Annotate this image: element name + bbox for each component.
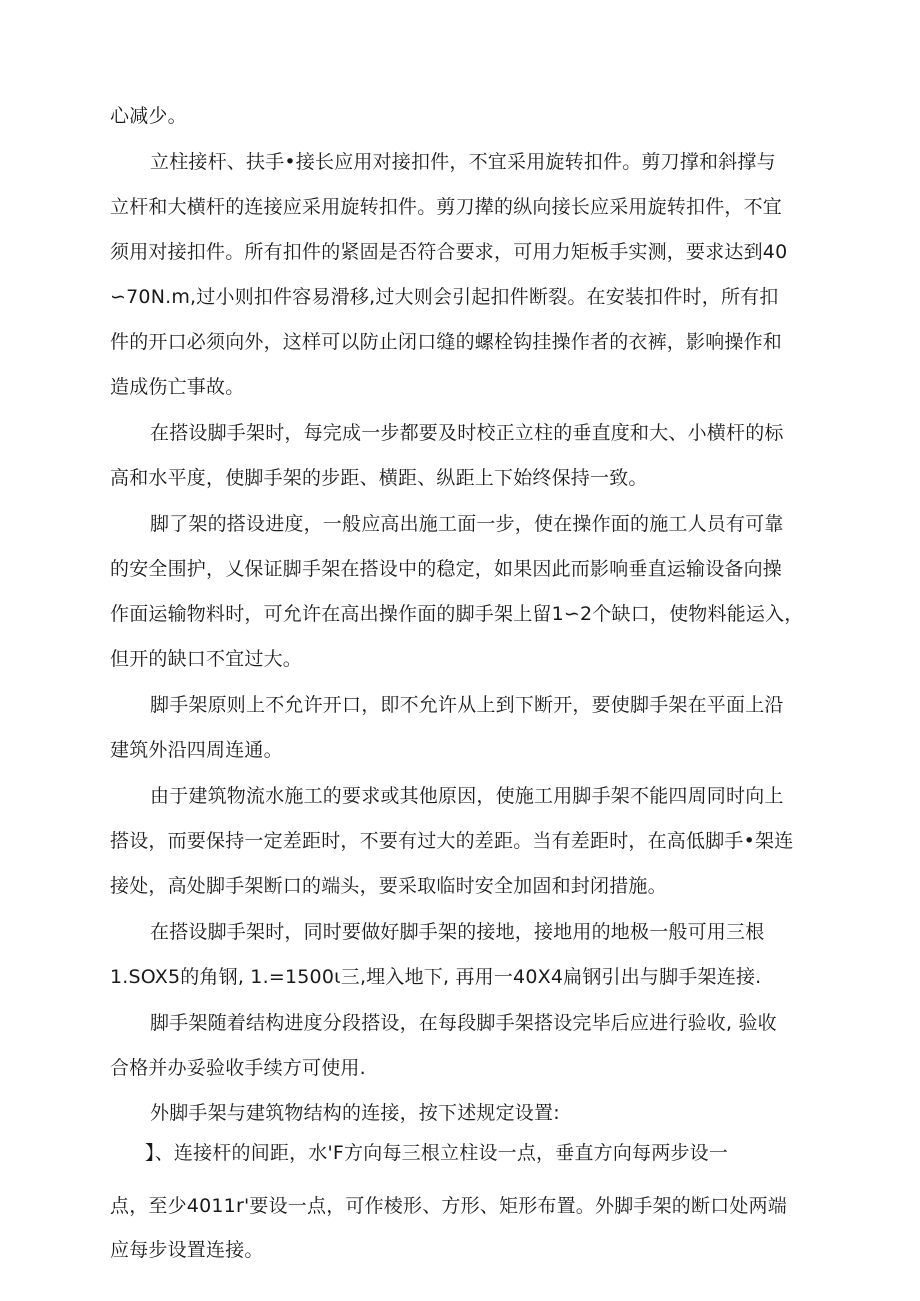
paragraph-line: 由于建筑物流水施工的要求或其他原因，使施工用脚手架不能四周同时向上 [150, 785, 784, 807]
text-line: 的安全围护，乂保证脚手架在搭设中的稳定，如果因此而影响垂直运输设备向操 [110, 558, 783, 580]
list-item-line: 】、连接杆的间距，水'F方向每三根立柱设一点，垂直方向每两步设一 [145, 1142, 729, 1164]
paragraph-line: 立柱接杆、扶手•接长应用对接扣件，不宜采用旋转扣件。剪刀撑和斜撑与 [150, 151, 776, 173]
paragraph-line: 在搭设脚手架时，同时要做好脚手架的接地，接地用的地极一般可用三根 [150, 921, 765, 943]
paragraph-line: 在搭设脚手架时，每完成一步都要及时校正立柱的垂直度和大、小横杆的标 [150, 422, 784, 444]
text-line: 点，至少4011r'要设一点，可作棱形、方形、矩形布置。外脚手架的断口处两端 [110, 1195, 787, 1217]
text-line: 造成伤亡事故。 [110, 376, 245, 398]
text-line: 须用对接扣件。所有扣件的紧固是否符合要求，可用力矩板手实测，要求达到40 [110, 241, 788, 263]
text-line: 合格并办妥验收手续方可使用. [110, 1057, 366, 1079]
text-line: 立杆和大横杆的连接应采用旋转扣件。剪刀撵的纵向接长应采用旋转扣件，不宜 [110, 196, 783, 218]
text-line: 搭设，而要保持一定差距时，不要有过大的差距。当有差距时，在高低脚手•架连 [110, 830, 794, 852]
text-line: 件的开口必须向外，这样可以防止闭口缝的螺栓钩挂操作者的衣裤，影响操作和 [110, 331, 783, 353]
text-line: 1.SOX5的角钢, 1.=1500ι三,埋入地下, 再用一40X4扁钢引出与脚手架连接. [110, 966, 762, 988]
text-line: 建筑外沿四周连通。 [110, 739, 283, 761]
text-line: ∽70N.m,过小则扣件容易滑移,过大则会引起扣件断裂。在安装扣件时，所有扣 [110, 286, 779, 308]
paragraph-line: 脚了架的搭设进度，一般应高出施工面一步，使在操作面的施工人员有可靠 [150, 513, 784, 535]
text-line: 但开的缺口不宜过大。 [110, 648, 303, 670]
paragraph-line: 脚手架原则上不允许开口，即不允许从上到下断开，要使脚手架在平面上沿 [150, 694, 784, 716]
text-line: 接处，高处脚手架断口的端头，要采取临时安全加固和封闭措施。 [110, 875, 667, 897]
text-line: 作面运输物料时，可允许在高出操作面的脚手架上留1∽2个缺口，使物料能运入， [110, 603, 804, 625]
paragraph-line: 脚手架随着结构进度分段搭设，在每段脚手架搭设完毕后应进行验收, 验收 [150, 1012, 777, 1034]
paragraph-line: 外脚手架与建筑物结构的连接，按下述规定设置: [150, 1102, 560, 1124]
text-line: 高和水平度，使脚手架的步距、横距、纵距上下始终保持一致。 [110, 467, 648, 489]
text-line: 心减少。 [110, 105, 187, 127]
text-line: 应每步设置连接。 [110, 1239, 264, 1261]
